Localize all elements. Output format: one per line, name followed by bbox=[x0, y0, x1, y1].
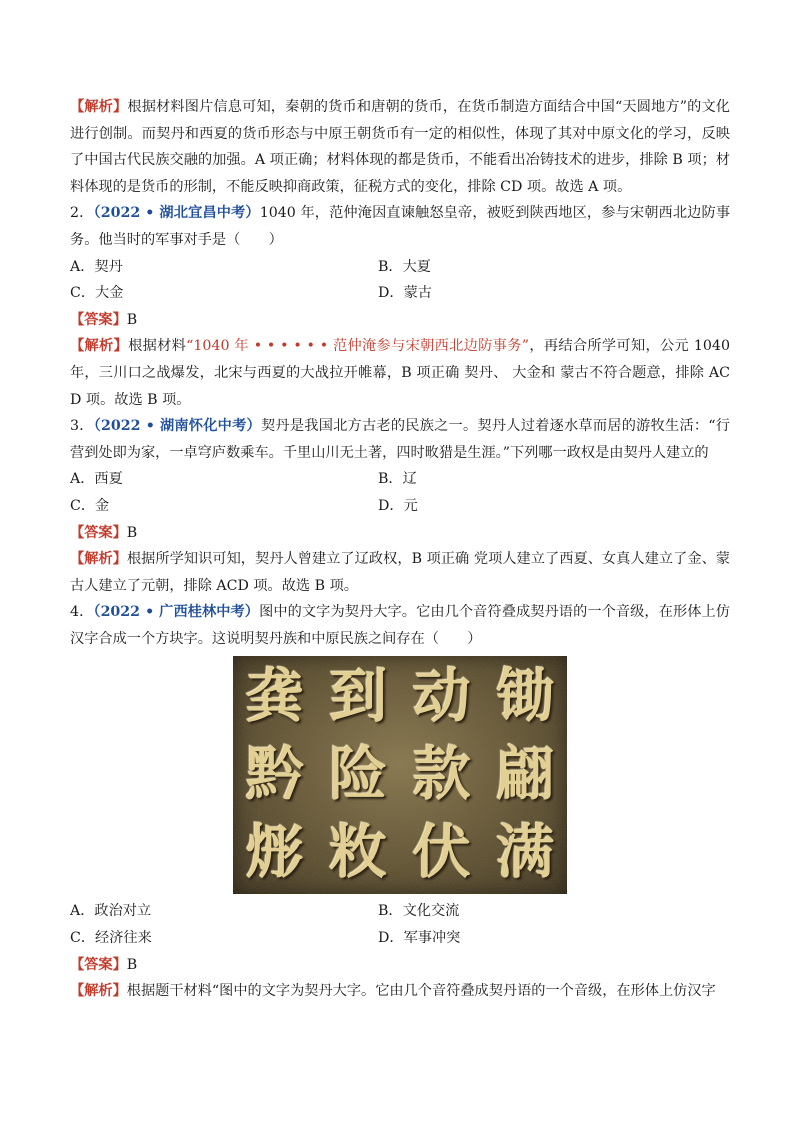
q4-analysis bbox=[70, 978, 730, 1005]
glyph: 险 bbox=[329, 740, 388, 809]
option-a: A．契丹 bbox=[70, 258, 123, 275]
glyph: 烿 bbox=[245, 818, 304, 887]
q3-analysis bbox=[70, 546, 730, 599]
q1-analysis bbox=[70, 94, 730, 200]
question-number: 2． bbox=[70, 205, 94, 222]
option-a: A．西夏 bbox=[70, 471, 123, 488]
q4-options-row-1 bbox=[70, 898, 730, 925]
figure-container bbox=[70, 656, 730, 894]
glyph-row-1 bbox=[233, 662, 567, 731]
answer-tag: 【答案】 bbox=[70, 311, 127, 328]
question-number: 3． bbox=[70, 418, 94, 435]
option-c: C．大金 bbox=[70, 285, 124, 302]
q2-stem bbox=[70, 200, 730, 253]
answer-value: B bbox=[126, 956, 138, 973]
question-text: 1040 年，范仲淹因直谏触怒皇帝，被贬到陕西地区，参与宋朝西北边防事务。他当时的军事对手是（ ） bbox=[70, 205, 731, 248]
option-d: D．军事冲突 bbox=[378, 930, 461, 947]
option-d: D．蒙古 bbox=[378, 285, 432, 302]
question-text: 契丹是我国北方古老的民族之一。契丹人过着逐水草而居的游牧生活：“行营到处即为家，一卓穹庐数乘车。千里山川无土著，四时畋猎是生涯。”下列哪一政权是由契丹人建立的 bbox=[70, 418, 730, 461]
option-c: C．金 bbox=[70, 497, 110, 514]
answer-value: B bbox=[126, 311, 138, 328]
analysis-text-cont: ，再结合所学可知，公元 1040 年，三川口之战爆发，北宋与西夏的大战拉开帷幕，B 项正确 契丹、 大金和 蒙古不符合题意，排除 ACD 项。故选 B 项。 bbox=[70, 338, 730, 408]
question-source: （2022 • 湖北宜昌中考） bbox=[93, 205, 260, 222]
q3-answer bbox=[70, 520, 730, 547]
document-content bbox=[70, 94, 730, 1005]
glyph: 款 bbox=[412, 740, 471, 809]
glyph-row-3 bbox=[233, 818, 567, 887]
question-text: 图中的文字为契丹大字。它由几个音符叠成契丹语的一个音级，在形体上仿汉字合成一个方块字。这说明契丹族和中原民族之间存在（ ） bbox=[70, 604, 730, 647]
q2-options-row-1 bbox=[70, 254, 730, 281]
option-b: B．辽 bbox=[378, 471, 417, 488]
analysis-text: 根据材料 bbox=[128, 338, 187, 355]
option-b: B．文化交流 bbox=[378, 903, 460, 920]
question-source: （2022 • 湖南怀化中考） bbox=[93, 418, 261, 435]
glyph: 到 bbox=[329, 662, 388, 731]
glyph: 锄 bbox=[496, 662, 555, 731]
analysis-quote: “1040 年 • • • • • • 范仲淹参与宋朝西北边防事务” bbox=[186, 338, 529, 355]
analysis-text: 根据题干材料“图中的文字为契丹大字。它由几个音符叠成契丹语的一个音级，在形体上仿汉字 bbox=[126, 983, 716, 1000]
glyph: 翩 bbox=[496, 740, 555, 809]
glyph: 黔 bbox=[245, 740, 304, 809]
khitan-script-photo bbox=[233, 656, 567, 894]
option-c: C．经济往来 bbox=[70, 930, 152, 947]
analysis-text: 根据材料图片信息可知，秦朝的货币和唐朝的货币，在货币制造方面结合中国“天圆地方”的文化进行创制。而契丹和西夏的货币形态与中原王朝货币有一定的相似性，体现了其对中原文化的学习，反映了中国古代民族交融的加强。A 项正确；材料体现的都是货币，不能看出冶铸技术的进步，排除 B 项；材料体现的是货币的形制，不能反映抑商政策，征税方式的变化，排除 CD 项。故选 A 项。 bbox=[70, 99, 730, 195]
question-source: （2022 • 广西桂林中考） bbox=[93, 604, 260, 621]
q3-options-row-2 bbox=[70, 493, 730, 520]
glyph: 敉 bbox=[329, 818, 388, 887]
q4-stem bbox=[70, 599, 730, 652]
analysis-tag: 【解析】 bbox=[70, 983, 127, 1000]
glyph-row-2 bbox=[233, 740, 567, 809]
answer-value: B bbox=[126, 524, 138, 541]
q2-answer bbox=[70, 307, 730, 334]
analysis-text: 根据所学知识可知，契丹人曾建立了辽政权，B 项正确 党项人建立了西夏、女真人建立了金、蒙古人建立了元朝，排除 ACD 项。故选 B 项。 bbox=[70, 551, 730, 594]
glyph: 龚 bbox=[245, 662, 304, 731]
answer-tag: 【答案】 bbox=[70, 956, 127, 973]
analysis-tag: 【解析】 bbox=[70, 551, 127, 568]
analysis-tag: 【解析】 bbox=[70, 338, 129, 355]
q2-analysis bbox=[70, 333, 730, 413]
option-a: A．政治对立 bbox=[70, 903, 152, 920]
glyph: 伏 bbox=[412, 818, 471, 887]
q4-answer bbox=[70, 952, 730, 979]
q2-options-row-2 bbox=[70, 280, 730, 307]
analysis-tag: 【解析】 bbox=[70, 99, 128, 115]
q3-options-row-1 bbox=[70, 466, 730, 493]
question-number: 4． bbox=[70, 604, 94, 621]
option-d: D．元 bbox=[378, 497, 418, 514]
option-b: B．大夏 bbox=[378, 258, 431, 275]
glyph: 动 bbox=[412, 662, 471, 731]
glyph: 满 bbox=[496, 818, 555, 887]
answer-tag: 【答案】 bbox=[70, 524, 127, 541]
q4-options-row-2 bbox=[70, 925, 730, 952]
q3-stem bbox=[70, 413, 730, 466]
